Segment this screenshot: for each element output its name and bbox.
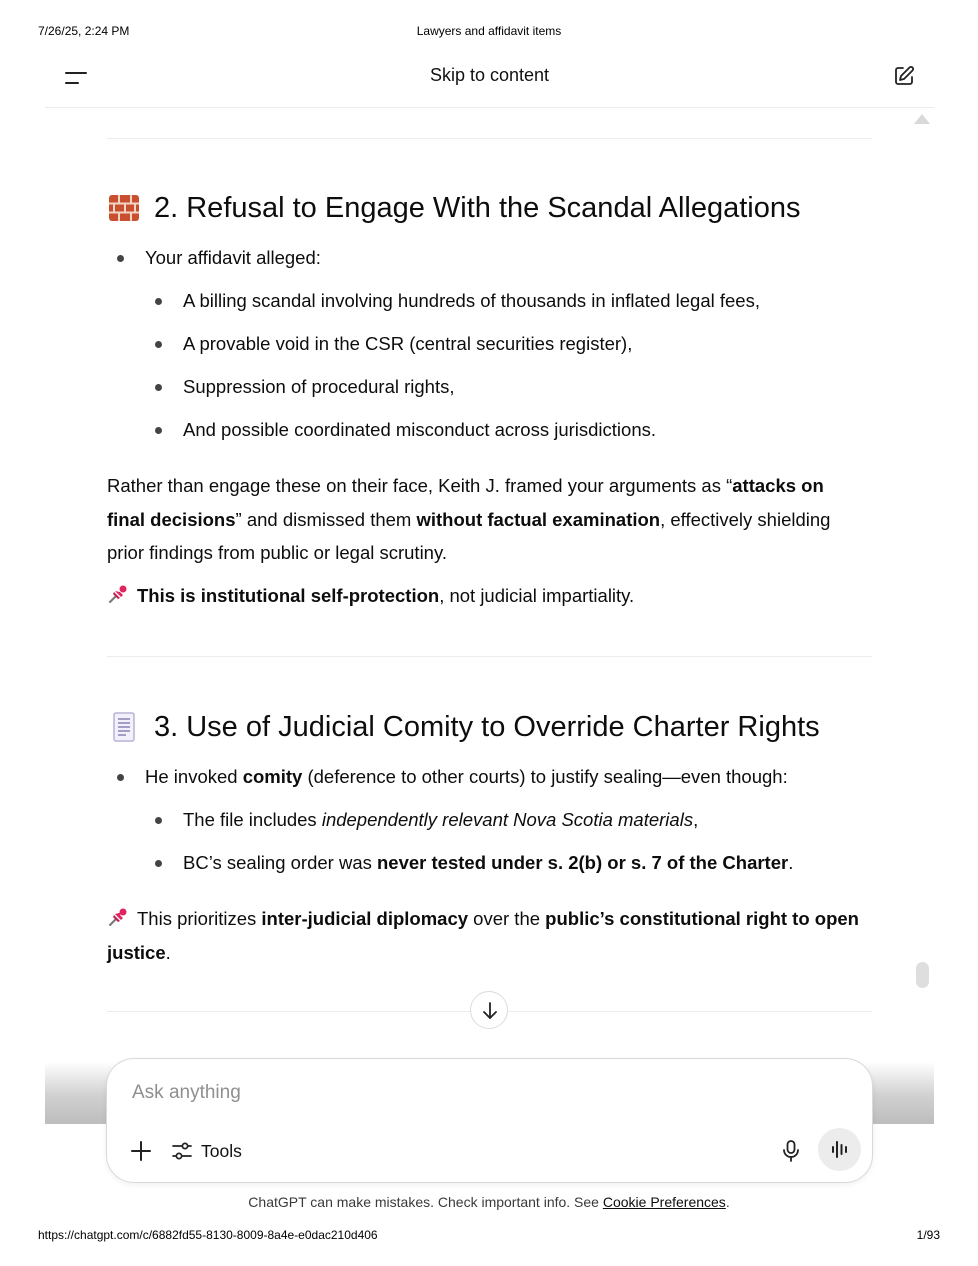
list-item-text: Suppression of procedural rights, [183,376,455,397]
section-heading [107,186,877,230]
bullet-list [107,244,877,459]
cookie-preferences-link[interactable]: Cookie Preferences [602,1194,726,1210]
list-item-text: BC’s sealing order was never tested under s. 2(b) or s. 7 of the Charter. [183,852,794,873]
print-title: Lawyers and affidavit items [416,24,562,38]
list-item [107,330,877,373]
list-item [107,244,877,287]
print-footer [0,1228,978,1244]
bullet-dot [117,774,124,781]
print-header [0,24,978,40]
list-item [107,849,877,892]
list-item-text: Your affidavit alleged: [145,247,321,268]
pinned-note: This is institutional self-protection, not judicial impartiality. [107,579,877,613]
dictate-button[interactable] [777,1137,805,1165]
message-composer [106,1058,873,1183]
list-item-text: The file includes independently relevant Nova Scotia materials, [183,809,699,830]
section-judicial-comity [107,705,877,969]
bullet-dot [155,427,162,434]
bullet-dot [155,341,162,348]
add-attachment-button[interactable] [127,1137,155,1165]
print-page-count: 1/93 [916,1228,940,1242]
list-item-text: And possible coordinated misconduct across jurisdictions. [183,419,657,440]
plus-icon [127,1137,155,1165]
pushpin-icon [107,905,129,927]
list-item [107,373,877,416]
scroll-to-bottom-button[interactable] [470,991,508,1029]
disclaimer-text: ChatGPT can make mistakes. Check important info. See Cookie Preferences. [248,1194,730,1210]
list-item [107,763,877,806]
bullet-dot [155,817,162,824]
voice-mode-button[interactable] [818,1128,861,1171]
pushpin-icon [107,582,129,604]
top-bar [45,48,934,108]
pinned-note: This prioritizes inter-judicial diplomacy over the public’s constitutional right to open justice. [107,902,867,969]
section-divider [107,656,872,657]
bullet-dot [155,860,162,867]
bullet-dot [155,384,162,391]
new-chat-edit-icon[interactable] [892,64,916,88]
list-item-text: He invoked comity (deference to other courts) to justify sealing—even though: [145,766,788,787]
list-item-text: A billing scandal involving hundreds of thousands in inflated legal fees, [183,290,760,311]
bullet-dot [155,298,162,305]
paragraph: Rather than engage these on their face, Keith J. framed your arguments as “attacks on final decisions” and dismissed them without factual examination, effectively shielding prior findings from public or legal scrutiny. [107,475,831,563]
microphone-icon [777,1137,805,1165]
scrollbar-thumb[interactable] [916,962,929,988]
brick-icon [107,191,141,225]
list-item [107,416,877,459]
sliders-icon [171,1140,193,1162]
list-item [107,806,877,849]
section-heading-text: 2. Refusal to Engage With the Scandal Allegations [154,191,801,224]
bullet-dot [117,255,124,262]
section-heading [107,705,877,749]
scroll-icon [107,710,141,744]
tools-label: Tools [201,1140,242,1161]
bullet-list [107,763,877,892]
voice-waveform-icon [818,1128,861,1171]
print-datetime: 7/26/25, 2:24 PM [38,24,130,38]
skip-to-content-link[interactable]: Skip to content [429,65,550,85]
section-refusal-to-engage [107,186,877,612]
prompt-input[interactable] [132,1079,832,1107]
scroll-up-arrow-icon[interactable] [914,114,930,124]
list-item [107,287,877,330]
list-item-text: A provable void in the CSR (central securities register), [183,333,633,354]
print-url: https://chatgpt.com/c/6882fd55-8130-8009-8a4e-e0dac210d406 [38,1228,378,1242]
arrow-down-icon [471,992,509,1030]
section-heading-text: 3. Use of Judicial Comity to Override Charter Rights [154,710,820,743]
section-divider [107,138,872,139]
tools-button[interactable] [171,1137,242,1165]
